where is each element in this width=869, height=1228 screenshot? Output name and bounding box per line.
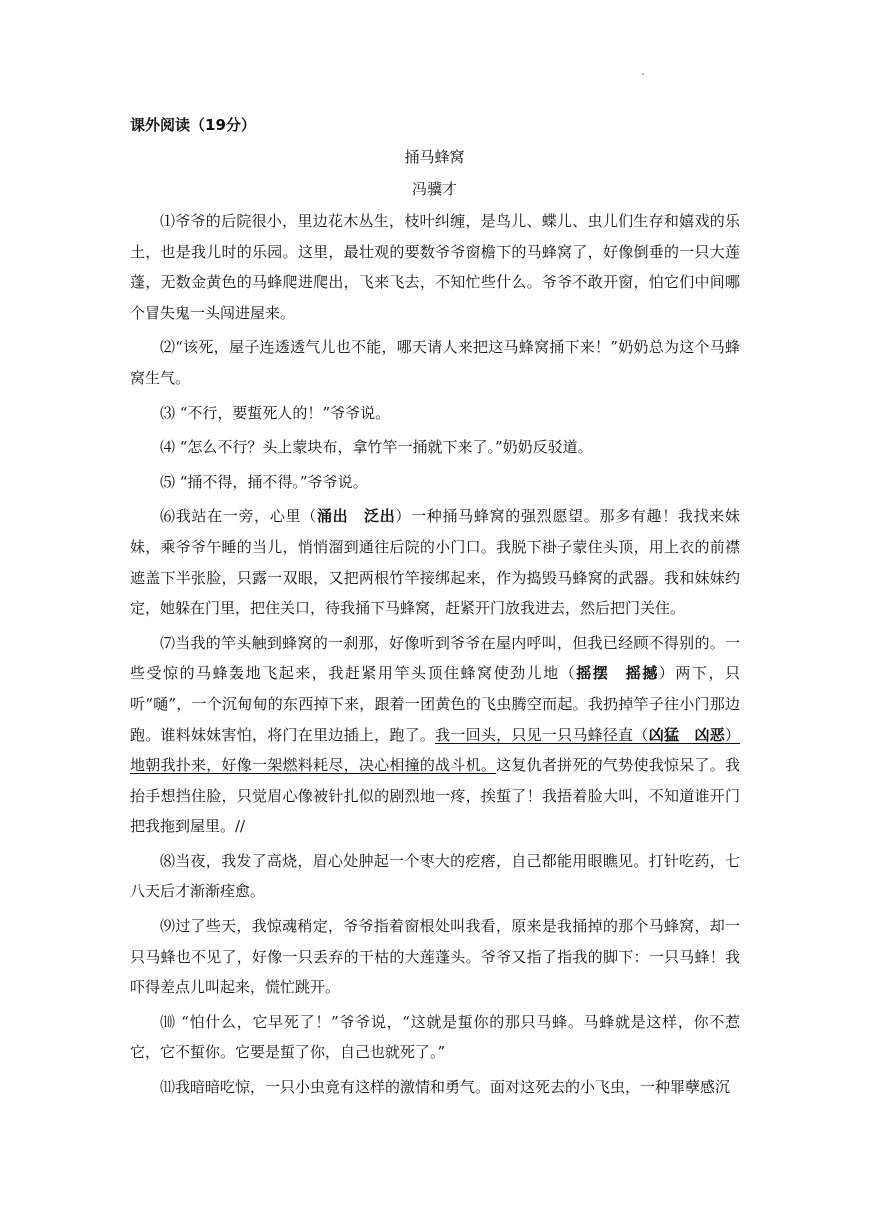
paragraph-7-text-b: ）两下，只听“嗵”，一个沉甸甸的东西掉下来，跟着一团黄色的飞虫腾空而起。我扔掉竿子往小门那边跑。谁料妹妹害怕，将门在里边插上，跑了。 [130,664,740,744]
underlined-text-a: 我一回头，只见一只马蜂径直（ [435,725,649,744]
header-mark: . [641,64,645,78]
paragraph-7 [130,628,740,842]
article-author: 冯骥才 [411,180,457,198]
section-heading: 课外阅读（19分） [130,116,256,134]
paragraph-11: ⑾我暗暗吃惊，一只小虫竟有这样的激情和勇气。面对这死去的小飞虫，一种罪孽感沉 [160,1078,731,1097]
paragraph-6-text-b: ）一种捅马蜂窝的强烈愿望。那多有趣！我找来妹妹，乘爷爷午睡的当儿，悄悄溜到通往后院的小门口。我脱下褂子蒙住头顶，用上衣的前襟遮盖下半张脸，只露一双眼，又把两根竹竿接绑起来，作为捣毁马蜂窝的武器。我和妹妹约定，她躲在门里，把住关口，待我捅下马蜂窝，赶紧开门放我进去，然后把门关住。 [130,507,740,618]
paragraph-5: ⑸ “捅不得，捅不得。”爷爷说。 [160,472,368,491]
underlined-text-b: ）地朝我扑来，好像一架燃料耗尽，决心相撞的战斗机。 [130,725,740,775]
paragraph-3: ⑶ “不行，要蜇死人的！”爷爷说。 [160,403,391,422]
paragraph-10: ⑽ “怕什么，它早死了！”爷爷说，“这就是蜇你的那只马蜂。马蜂就是这样，你不惹它，它不蜇你。它要是蜇了你，自己也就死了。” [130,1012,740,1062]
paragraph-2: ⑵“该死，屋子连透透气儿也不能，哪天请人来把这马蜂窝捅下来！”奶奶总为这个马蜂窝生气。 [130,338,740,387]
word-choice-3: 凶猛 凶恶 [648,725,725,744]
word-choice-2: 摇摆 摇撼 [576,664,659,683]
paragraph-8: ⑻当夜，我发了高烧，眉心处肿起一个枣大的疙瘩，自己都能用眼瞧见。打针吃药，七八天后才渐渐痊愈。 [130,851,740,901]
paragraph-1: ⑴爷爷的后院很小，里边花木丛生，枝叶纠缠，是鸟儿、蝶儿、虫儿们生存和嬉戏的乐土，也是我儿时的乐园。这里，最壮观的要数爷爷窗檐下的马蜂窝了，好像倒垂的一只大莲蓬，无数金黄色的马蜂爬进爬出，飞来飞去，不知忙些什么。爷爷不敢开窗，怕它们中间哪个冒失鬼一头闯进屋来。 [130,212,740,322]
paragraph-6 [130,501,740,623]
article-title: 捅马蜂窝 [404,148,465,166]
paragraph-9: ⑼过了些天，我惊魂稍定，爷爷指着窗根处叫我看，原来是我捅掉的那个马蜂窝，却一只马蜂也不见了，好像一只丢弃的干枯的大莲蓬头。爷爷又指了指我的脚下：一只马蜂！我吓得差点儿叫起来，慌忙跳开。 [130,917,740,997]
paragraph-4: ⑷ “怎么不行？头上蒙块布，拿竹竿一捅就下来了。”奶奶反驳道。 [160,438,593,457]
article-body [130,206,740,1107]
paragraph-7-text-c: 这复仇者拼死的气势使我惊呆了。我抬手想挡住脸，只觉眉心像被针扎似的剧烈地一疼，挨蜇了！我捂着脸大叫，不知道谁开门把我拖到屋里。// [130,756,740,836]
word-choice-1: 涌出 泛出 [316,507,396,526]
paragraph-6-text-a: ⑹我站在一旁，心里（ [160,507,317,526]
paragraph-7-text-a: ⑺当我的竿头触到蜂窝的一刹那，好像听到爷爷在屋内呼叫，但我已经顾不得别的。一些受惊的马蜂轰地飞起来，我赶紧用竿头顶住蜂窝使劲儿地（ [130,633,740,683]
